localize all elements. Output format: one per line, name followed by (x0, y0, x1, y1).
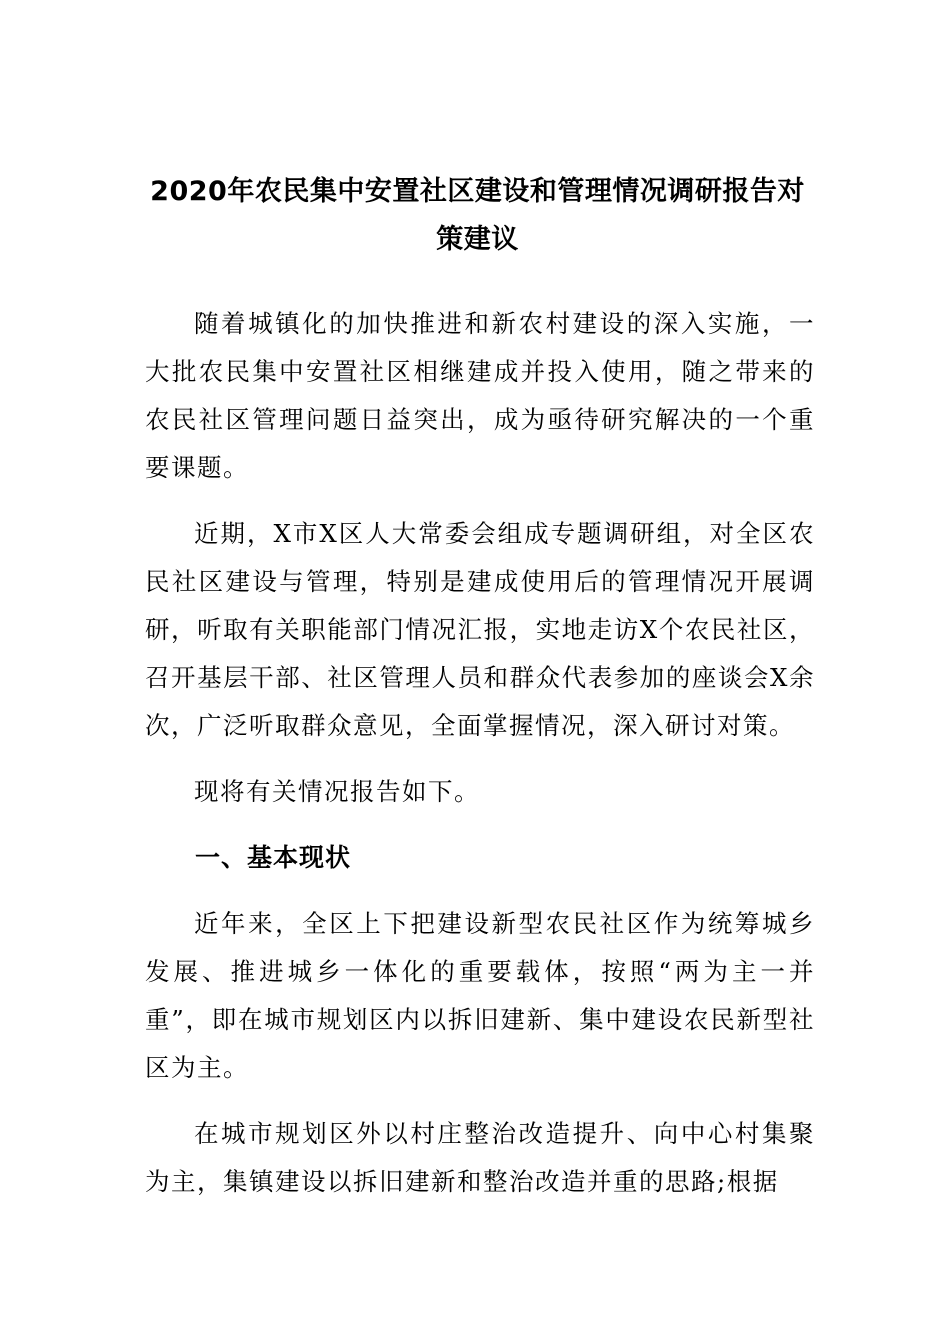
document-body (145, 300, 815, 1224)
paragraph-outside-planning: 在城市规划区外以村庄整治改造提升、向中心村集聚为主，集镇建设以拆旧建新和整治改造并重的思路;根据 (145, 1119, 815, 1196)
paragraph-investigation: 近期，X市X区人大常委会组成专题调研组，对全区农民社区建设与管理，特别是建成使用后的管理情况开展调研，听取有关职能部门情况汇报，实地走访X个农民社区，召开基层干部、社区管理人员和群众代表参加的座谈会X余次，广泛听取群众意见，全面掌握情况，深入研讨对策。 (145, 519, 815, 740)
paragraph-report-intro: 现将有关情况报告如下。 (194, 777, 480, 806)
document-title: 2020年农民集中安置社区建设和管理情况调研报告对策建议 (150, 176, 805, 255)
paragraph-recent-years: 近年来，全区上下把建设新型农民社区作为统筹城乡发展、推进城乡一体化的重要载体，按照“两为主一并重”，即在城市规划区内以拆旧建新、集中建设农民新型社区为主。 (145, 909, 815, 1082)
section-heading-basic-status: 一、基本现状 (195, 843, 352, 872)
paragraph-intro: 随着城镇化的加快推进和新农村建设的深入实施，一大批农民集中安置社区相继建成并投入使用，随之带来的农民社区管理问题日益突出，成为亟待研究解决的一个重要课题。 (145, 309, 815, 482)
